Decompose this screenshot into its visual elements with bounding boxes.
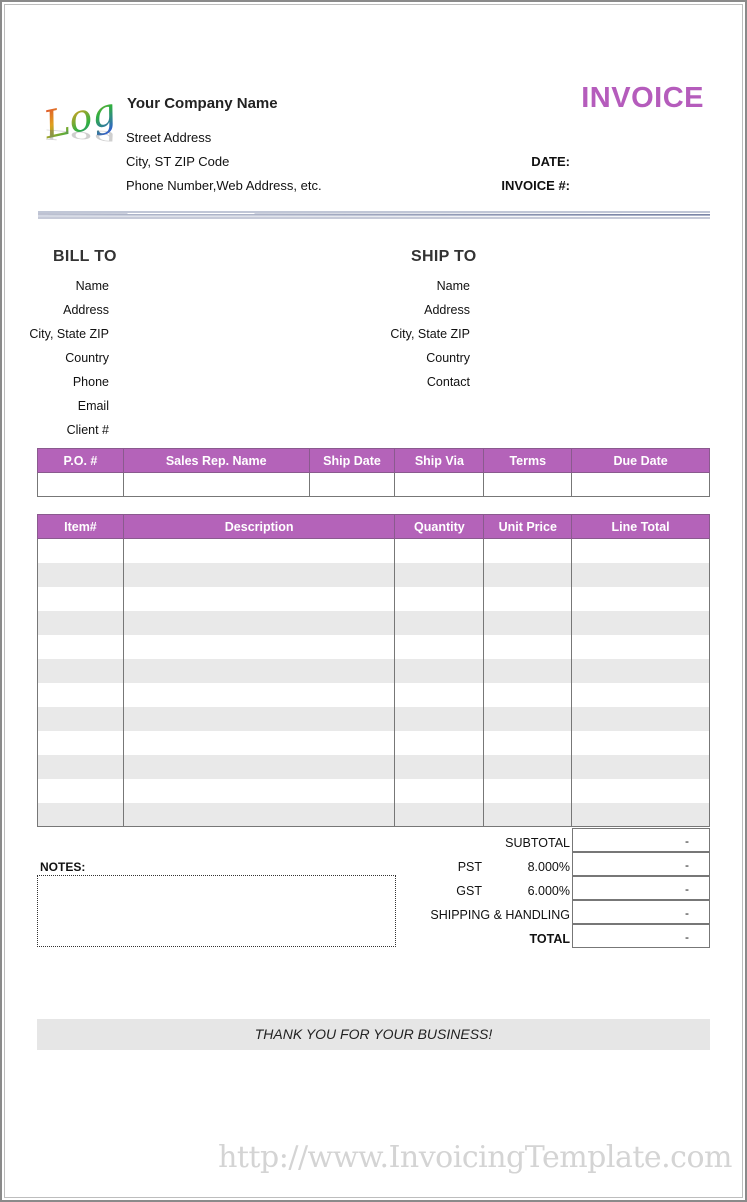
item-number-cell[interactable] xyxy=(38,539,124,563)
quantity-cell[interactable] xyxy=(395,659,484,683)
description-cell[interactable] xyxy=(123,563,395,587)
item-number-cell[interactable] xyxy=(38,635,124,659)
shipping-value: - xyxy=(572,900,710,924)
unit-price-cell[interactable] xyxy=(484,635,572,659)
gst-value: - xyxy=(572,876,710,900)
line-total-cell[interactable] xyxy=(572,707,710,731)
unit-price-cell[interactable] xyxy=(484,611,572,635)
item-number-cell[interactable] xyxy=(38,779,124,803)
watermark: http://www.InvoicingTemplate.com xyxy=(218,1140,732,1175)
unit-price-cell[interactable] xyxy=(484,659,572,683)
gst-rate: 6.000% xyxy=(527,884,570,898)
quantity-cell[interactable] xyxy=(395,779,484,803)
item-number-cell[interactable] xyxy=(38,755,124,779)
description-header: Description xyxy=(123,515,395,539)
description-cell[interactable] xyxy=(123,707,395,731)
item-number-cell[interactable] xyxy=(38,611,124,635)
line-total-cell[interactable] xyxy=(572,611,710,635)
ship-date-cell[interactable] xyxy=(309,473,395,497)
po-number-cell[interactable] xyxy=(38,473,124,497)
company-name: Your Company Name xyxy=(127,95,278,112)
description-cell[interactable] xyxy=(123,587,395,611)
quantity-cell[interactable] xyxy=(395,611,484,635)
item-number-cell[interactable] xyxy=(38,707,124,731)
ship-to-address-label: Address xyxy=(424,303,470,317)
item-number-cell[interactable] xyxy=(38,803,124,827)
quantity-cell[interactable] xyxy=(395,587,484,611)
line-total-cell[interactable] xyxy=(572,731,710,755)
unit-price-cell[interactable] xyxy=(484,683,572,707)
terms-header: Terms xyxy=(484,449,572,473)
ship-to-country-label: Country xyxy=(426,351,470,365)
notes-box[interactable] xyxy=(37,875,396,947)
bill-to-name-label: Name xyxy=(75,279,109,293)
total-label: TOTAL xyxy=(529,932,570,946)
ship-to-city-label: City, State ZIP xyxy=(390,327,470,341)
ship-to-name-label: Name xyxy=(436,279,470,293)
line-total-cell[interactable] xyxy=(572,635,710,659)
thank-you-banner: THANK YOU FOR YOUR BUSINESS! xyxy=(37,1019,710,1050)
unit-price-cell[interactable] xyxy=(484,755,572,779)
item-number-cell[interactable] xyxy=(38,563,124,587)
quantity-cell[interactable] xyxy=(395,635,484,659)
shipping-label: SHIPPING & HANDLING xyxy=(430,908,570,922)
po-number-header: P.O. # xyxy=(38,449,124,473)
logo-text: Logo xyxy=(39,84,116,148)
table-row xyxy=(38,659,710,683)
total-value: - xyxy=(572,924,710,948)
item-number-cell[interactable] xyxy=(38,659,124,683)
unit-price-cell[interactable] xyxy=(484,779,572,803)
bill-to-email-label: Email xyxy=(77,399,109,413)
due-date-header: Due Date xyxy=(572,449,710,473)
table-row xyxy=(38,587,710,611)
company-contact: Phone Number,Web Address, etc. xyxy=(126,178,322,193)
bill-to-heading: BILL TO xyxy=(53,248,117,265)
ship-date-header: Ship Date xyxy=(309,449,395,473)
description-cell[interactable] xyxy=(123,779,395,803)
line-total-cell[interactable] xyxy=(572,587,710,611)
sales-rep-header: Sales Rep. Name xyxy=(123,449,309,473)
pst-rate: 8.000% xyxy=(527,860,570,874)
table-row xyxy=(38,539,710,563)
unit-price-cell[interactable] xyxy=(484,587,572,611)
table-row xyxy=(38,635,710,659)
description-cell[interactable] xyxy=(123,731,395,755)
line-total-cell[interactable] xyxy=(572,563,710,587)
item-number-header: Item# xyxy=(38,515,124,539)
quantity-cell[interactable] xyxy=(395,707,484,731)
unit-price-cell[interactable] xyxy=(484,563,572,587)
date-label: DATE: xyxy=(531,154,570,169)
line-items-table xyxy=(37,514,710,827)
table-row xyxy=(38,683,710,707)
line-total-cell[interactable] xyxy=(572,659,710,683)
line-total-cell[interactable] xyxy=(572,779,710,803)
pst-value: - xyxy=(572,852,710,876)
quantity-cell[interactable] xyxy=(395,755,484,779)
table-row xyxy=(38,731,710,755)
description-cell[interactable] xyxy=(123,635,395,659)
pst-label: PST xyxy=(457,860,482,874)
ship-to-contact-label: Contact xyxy=(426,375,470,389)
description-cell[interactable] xyxy=(123,683,395,707)
item-number-cell[interactable] xyxy=(38,731,124,755)
bill-to-country-label: Country xyxy=(65,351,109,365)
line-total-cell[interactable] xyxy=(572,683,710,707)
table-row xyxy=(38,611,710,635)
subtotal-label: SUBTOTAL xyxy=(505,836,570,850)
invoice-number-label: INVOICE #: xyxy=(501,178,570,193)
subtotal-value: - xyxy=(572,828,710,852)
line-total-cell[interactable] xyxy=(572,755,710,779)
ship-to-heading: SHIP TO xyxy=(411,248,477,265)
sales-rep-cell[interactable] xyxy=(123,473,309,497)
quantity-header: Quantity xyxy=(395,515,484,539)
unit-price-cell[interactable] xyxy=(484,539,572,563)
company-street: Street Address xyxy=(126,130,212,145)
bill-to-city-label: City, State ZIP xyxy=(29,327,109,341)
description-cell[interactable] xyxy=(123,611,395,635)
company-city: City, ST ZIP Code xyxy=(126,154,230,169)
line-total-cell[interactable] xyxy=(572,539,710,563)
line-total-header: Line Total xyxy=(572,515,710,539)
due-date-cell[interactable] xyxy=(572,473,710,497)
bill-to-client-label: Client # xyxy=(66,423,109,437)
unit-price-cell[interactable] xyxy=(484,803,572,827)
quantity-cell[interactable] xyxy=(395,539,484,563)
table-row xyxy=(38,755,710,779)
notes-label: NOTES: xyxy=(40,860,86,874)
table-row xyxy=(38,563,710,587)
table-row xyxy=(38,779,710,803)
item-number-cell[interactable] xyxy=(38,683,124,707)
quantity-cell[interactable] xyxy=(395,803,484,827)
unit-price-cell[interactable] xyxy=(484,707,572,731)
bill-to-address-label: Address xyxy=(63,303,109,317)
description-cell[interactable] xyxy=(123,803,395,827)
gst-label: GST xyxy=(456,884,482,898)
quantity-cell[interactable] xyxy=(395,563,484,587)
invoice-title: INVOICE xyxy=(581,82,704,114)
line-total-cell[interactable] xyxy=(572,803,710,827)
order-info-table xyxy=(37,448,710,497)
quantity-cell[interactable] xyxy=(395,731,484,755)
bill-to-phone-label: Phone xyxy=(72,375,109,389)
unit-price-cell[interactable] xyxy=(484,731,572,755)
description-cell[interactable] xyxy=(123,539,395,563)
unit-price-header: Unit Price xyxy=(484,515,572,539)
quantity-cell[interactable] xyxy=(395,683,484,707)
description-cell[interactable] xyxy=(123,755,395,779)
header-divider xyxy=(38,207,710,225)
description-cell[interactable] xyxy=(123,659,395,683)
terms-cell[interactable] xyxy=(484,473,572,497)
logo-reflection: Logo xyxy=(39,126,116,149)
table-row xyxy=(38,803,710,827)
ship-via-header: Ship Via xyxy=(395,449,484,473)
item-number-cell[interactable] xyxy=(38,587,124,611)
order-info-row xyxy=(38,473,710,497)
ship-via-cell[interactable] xyxy=(395,473,484,497)
company-logo xyxy=(36,80,116,170)
table-row xyxy=(38,707,710,731)
